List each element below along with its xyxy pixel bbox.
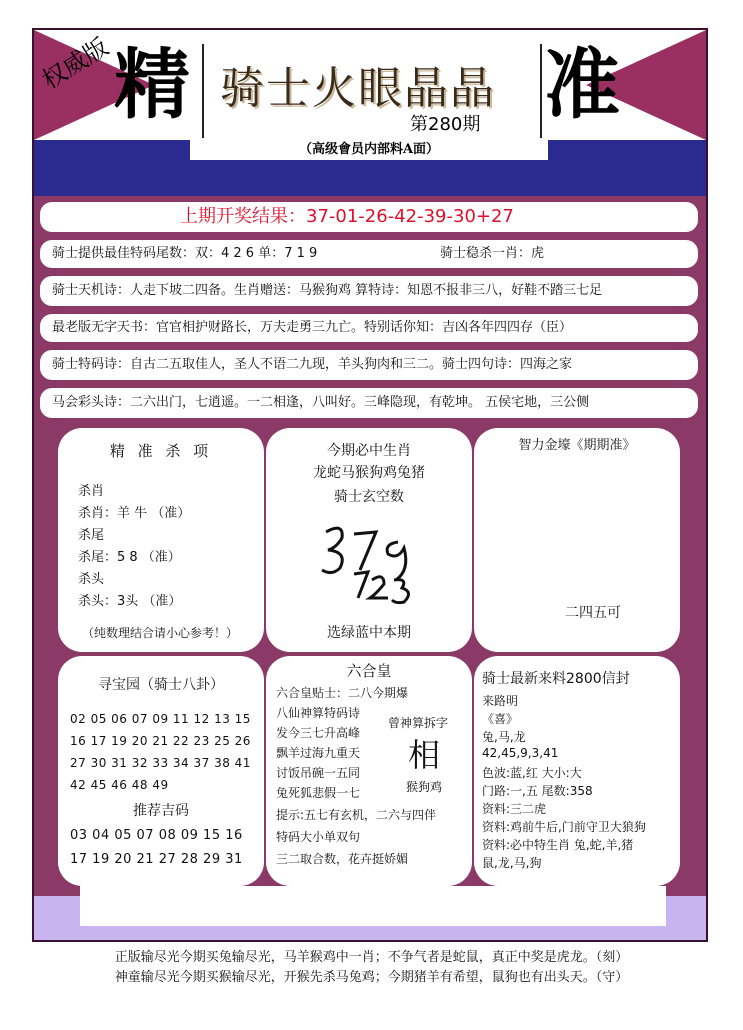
liuhe-line: 讨饭吊碗一五同 bbox=[276, 766, 361, 780]
authority-badge: 权威版 bbox=[37, 32, 114, 95]
split-char-label: 曾神算拆字 bbox=[388, 716, 449, 730]
kill-line: 杀尾 bbox=[78, 528, 105, 543]
envelope-line: 门路:一,五 尾数:358 bbox=[482, 784, 593, 798]
panel-liuhe-emperor bbox=[266, 656, 472, 886]
panel-note: （纯数理结合请小心参考！） bbox=[82, 626, 239, 640]
tail-numbers-text: 骑士提供最佳特码尾数：双：4 2 6 单：7 1 9 bbox=[52, 246, 318, 261]
panel-title: 精 准 杀 项 bbox=[109, 442, 213, 460]
envelope-line: 来路明 bbox=[482, 694, 519, 708]
envelope-line: 兔,马,龙 bbox=[482, 730, 526, 744]
kill-line: 杀肖 bbox=[78, 484, 105, 499]
kill-line: 杀尾：5 8 （准） bbox=[78, 550, 181, 565]
envelope-line: 鼠,龙,马,狗 bbox=[482, 856, 542, 870]
green-blue-hint: 选绿蓝中本期 bbox=[327, 625, 411, 641]
liuhe-line: 八仙神算特码诗 bbox=[276, 706, 361, 720]
horse-club-text: 马会彩头诗：二六出门，七逍遥。一二相逢，八叫好。三峰隐现，有乾坤。 五侯宅地，三公侧 bbox=[52, 395, 590, 410]
intelligence-answer: 二四五可 bbox=[565, 605, 621, 621]
liuhe-line: 三二取合数，花卉挺娇媚 bbox=[276, 852, 409, 866]
header bbox=[34, 30, 706, 140]
page-title: 骑士火眼晶晶 bbox=[220, 63, 496, 114]
info-row-horse-club bbox=[40, 388, 698, 418]
left-big-char: 精 bbox=[114, 40, 190, 129]
subtitle: （高级會员内部料A面） bbox=[190, 140, 548, 160]
treasure-title: 寻宝园（骑士八卦） bbox=[98, 677, 224, 693]
liuhe-line: 六合皇贴士：二八今期爆 bbox=[276, 686, 409, 700]
heaven-book-text: 最老版无字天书：官官相护财路长，万夫走勇三九亡。特别话你知：吉凶各年四四存（臣） bbox=[52, 320, 573, 335]
special-poem-text: 骑士特码诗：自古二五取佳人，圣人不语二九现，羊头狗肉和三二。骑士四句诗：四海之家 bbox=[52, 357, 573, 372]
panel-kill-items bbox=[58, 428, 264, 652]
split-char: 相 bbox=[408, 736, 441, 774]
envelope-title: 骑士最新来料2800信封 bbox=[482, 671, 630, 687]
kill-line: 杀头：3头 （准） bbox=[78, 594, 182, 609]
envelope-line: 《喜》 bbox=[482, 712, 519, 726]
info-row-special-poem bbox=[40, 350, 698, 380]
lucky-number-row: 03 04 05 07 08 09 15 16 bbox=[70, 828, 243, 843]
right-big-char: 准 bbox=[544, 40, 620, 129]
split-char-answer: 猴狗鸡 bbox=[406, 780, 443, 794]
liuhe-line: 提示:五七有玄机，二六与四伴 bbox=[276, 808, 437, 822]
envelope-line: 资料:必中特生肖 兔,蛇,羊,猪 bbox=[482, 838, 634, 852]
issue-number: 第280期 bbox=[410, 114, 481, 135]
liuhe-title: 六合皇 bbox=[346, 662, 392, 680]
envelope-line: 资料:鸡前牛后,门前守卫大狼狗 bbox=[482, 820, 646, 834]
must-win-zodiacs: 龙蛇马猴狗鸡兔猪 bbox=[313, 465, 425, 481]
bottom-blank bbox=[80, 886, 666, 926]
liuhe-line: 发今三七升高峰 bbox=[276, 726, 361, 740]
mystic-number-label: 骑士玄空数 bbox=[334, 489, 404, 505]
intelligence-title: 智力金壕《期期准》 bbox=[518, 438, 636, 453]
kill-line: 杀肖：羊 牛 （准） bbox=[78, 506, 191, 521]
lucky-number-row: 17 19 20 21 27 28 29 31 bbox=[70, 852, 243, 867]
footer-line-2: 神童输尽光今期买猴输尽光，开猴先杀马兔鸡；今期猪羊有希望，鼠狗也有出头天。（守） bbox=[114, 970, 629, 985]
info-row-poem bbox=[40, 276, 698, 306]
liuhe-line: 兔死狐悲假一七 bbox=[276, 786, 361, 800]
kill-zodiac-text: 骑士稳杀一肖：虎 bbox=[440, 246, 545, 261]
panel-latest-envelope bbox=[474, 656, 680, 886]
envelope-line: 资料:三二虎 bbox=[482, 802, 547, 816]
number-row: 42 45 46 48 49 bbox=[70, 778, 169, 792]
envelope-line: 42,45,9,3,41 bbox=[482, 746, 559, 760]
footer-line-1: 正版输尽光今期买兔输尽光，马羊猴鸡中一肖；不争气者是蛇鼠，真正中奖是虎龙。（刻） bbox=[114, 950, 629, 965]
last-result-text: 上期开奖结果：37-01-26-42-39-30+27 bbox=[180, 206, 514, 227]
panel-intelligence bbox=[474, 428, 680, 652]
poem-text: 骑士天机诗：人走下坡二四备。生肖赠送：马猴狗鸡 算特诗：知恩不报非三八，好鞋不踏三七足 bbox=[52, 283, 603, 298]
liuhe-line: 特码大小单双句 bbox=[276, 830, 361, 844]
number-row: 02 05 06 07 09 11 12 13 15 bbox=[70, 712, 251, 726]
liuhe-line: 飘羊过海九重天 bbox=[276, 746, 361, 760]
info-row-tail-numbers bbox=[40, 240, 698, 268]
panel-treasure-garden bbox=[58, 656, 264, 886]
envelope-line: 色波:蓝,红 大小:大 bbox=[482, 766, 582, 780]
must-win-title: 今期必中生肖 bbox=[327, 443, 411, 459]
kill-line: 杀头 bbox=[78, 572, 105, 587]
handwritten-numbers-image bbox=[314, 520, 424, 610]
number-row: 27 30 31 32 33 34 37 38 41 bbox=[70, 756, 251, 770]
last-result-row bbox=[40, 202, 698, 232]
number-row: 16 17 19 20 21 22 23 25 26 bbox=[70, 734, 251, 748]
info-row-heaven-book bbox=[40, 314, 698, 342]
panel-must-win-zodiac bbox=[266, 428, 472, 652]
lucky-numbers-title: 推荐吉码 bbox=[133, 803, 189, 819]
